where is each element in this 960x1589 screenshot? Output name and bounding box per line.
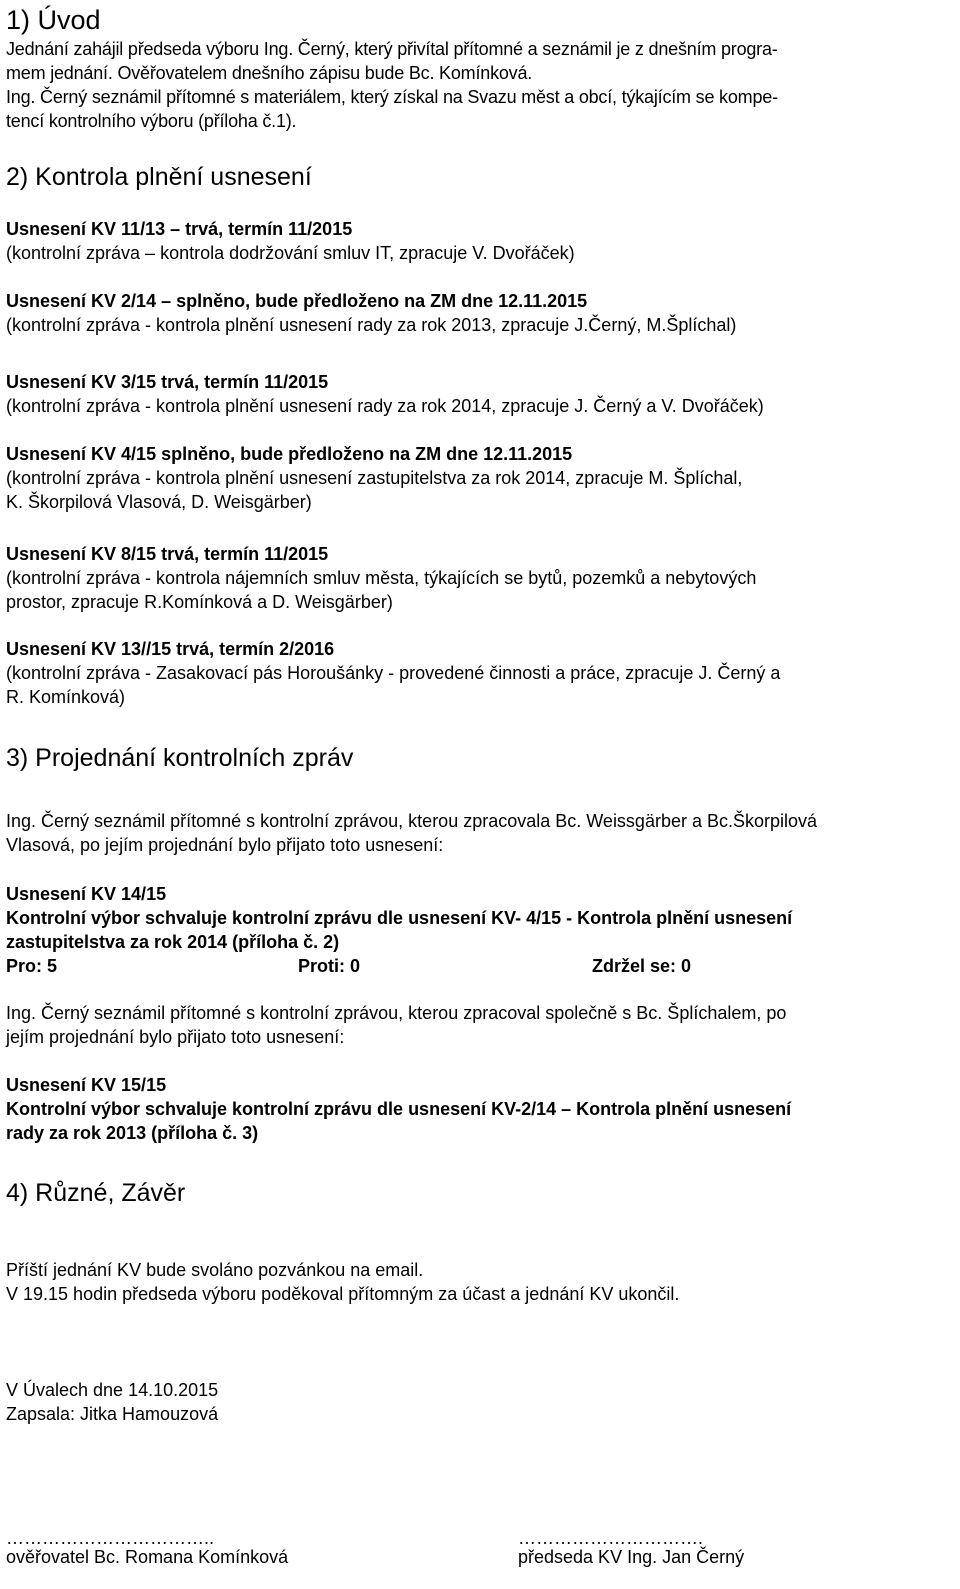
resolution-status-desc: (kontrolní zpráva – kontrola dodržování smluv IT, zpracuje V. Dvořáček) [6,243,575,263]
resolution-status-desc: (kontrolní zpráva - kontrola plnění usnesení rady za rok 2013, zpracuje J.Černý, M.Šplíchal) [6,315,737,335]
resolution-status-title: Usnesení KV 3/15 trvá, termín 11/2015 [6,372,329,392]
resolution-status-desc: (kontrolní zpráva - Zasakovací pás Horoušánky - provedené činnosti a práce, zpracuje J. Černý a [6,663,781,683]
section-1-line: mem jednání. Ověřovatelem dnešního zápisu bude Bc. Komínková. [6,63,533,83]
resolution-status-desc: R. Komínková) [6,687,126,707]
section-3-paragraph: jejím projednání bylo přijato toto usnesení: [6,1027,345,1047]
resolution-status-title: Usnesení KV 2/14 – splněno, bude předloženo na ZM dne 12.11.2015 [6,291,588,311]
section-1-line: Ing. Černý seznámil přítomné s materiálem, který získal na Svazu měst a obcí, týkajícím se kompe- [6,87,778,107]
section-4-line: Příští jednání KV bude svoláno pozvánkou na email. [6,1260,424,1280]
section-3-paragraph: Ing. Černý seznámil přítomné s kontrolní zprávou, kterou zpracoval společně s Bc. Šplíchalem, po [6,1003,787,1023]
vote-abstain: Zdržel se: 0 [592,956,692,976]
resolution-text: Kontrolní výbor schvaluje kontrolní zprávu dle usnesení KV- 4/15 - Kontrola plnění usnesení [6,908,793,928]
resolution-text: rady za rok 2013 (příloha č. 3) [6,1123,259,1143]
section-1-line: Jednání zahájil předseda výboru Ing. Černý, který přivítal přítomné a seznámil je z dnešním progra- [6,39,778,59]
vote-proti: Proti: 0 [298,956,361,976]
section-2-heading: 2) Kontrola plnění usnesení [6,163,312,191]
resolution-title: Usnesení KV 15/15 [6,1075,167,1095]
vote-pro: Pro: 5 [6,956,58,976]
resolution-status-title: Usnesení KV 8/15 trvá, termín 11/2015 [6,544,329,564]
section-3-paragraph: Vlasová, po jejím projednání bylo přijato toto usnesení: [6,835,444,855]
resolution-status-desc: K. Škorpilová Vlasová, D. Weisgärber) [6,492,312,512]
signature-label-chair: předseda KV Ing. Jan Černý [518,1547,745,1567]
resolution-status-desc: (kontrolní zpráva - kontrola nájemních smluv města, týkajících se bytů, pozemků a nebytových [6,568,757,588]
section-4-line: V 19.15 hodin předseda výboru poděkoval přítomným za účast a jednání KV ukončil. [6,1284,680,1304]
resolution-text: Kontrolní výbor schvaluje kontrolní zprávu dle usnesení KV-2/14 – Kontrola plnění usnesení [6,1099,792,1119]
recorder: Zapsala: Jitka Hamouzová [6,1404,219,1424]
resolution-status-title: Usnesení KV 11/13 – trvá, termín 11/2015 [6,219,353,239]
section-1-line: tencí kontrolního výboru (příloha č.1). [6,111,297,131]
resolution-status-title: Usnesení KV 4/15 splněno, bude předloženo na ZM dne 12.11.2015 [6,444,573,464]
section-1-heading: 1) Úvod [6,5,101,35]
section-3-heading: 3) Projednání kontrolních zpráv [6,744,354,772]
section-3-paragraph: Ing. Černý seznámil přítomné s kontrolní zprávou, kterou zpracovala Bc. Weissgärber a Bc.Škorpilová [6,811,818,831]
resolution-status-desc: prostor, zpracuje R.Komínková a D. Weisgärber) [6,592,393,612]
section-4-heading: 4) Různé, Závěr [6,1179,186,1207]
resolution-title: Usnesení KV 14/15 [6,884,167,904]
signature-label-verifier: ověřovatel Bc. Romana Komínková [6,1547,289,1567]
place-date: V Úvalech dne 14.10.2015 [6,1380,219,1400]
resolution-status-desc: (kontrolní zpráva - kontrola plnění usnesení rady za rok 2014, zpracuje J. Černý a V. Dvořáček) [6,396,764,416]
signature-line-left: …………………………….. [6,1528,215,1548]
resolution-status-desc: (kontrolní zpráva - kontrola plnění usnesení zastupitelstva za rok 2014, zpracuje M. Šplíchal, [6,468,743,488]
resolution-status-title: Usnesení KV 13//15 trvá, termín 2/2016 [6,639,335,659]
signature-line-right: …………………………. [518,1528,704,1548]
resolution-text: zastupitelstva za rok 2014 (příloha č. 2) [6,932,340,952]
